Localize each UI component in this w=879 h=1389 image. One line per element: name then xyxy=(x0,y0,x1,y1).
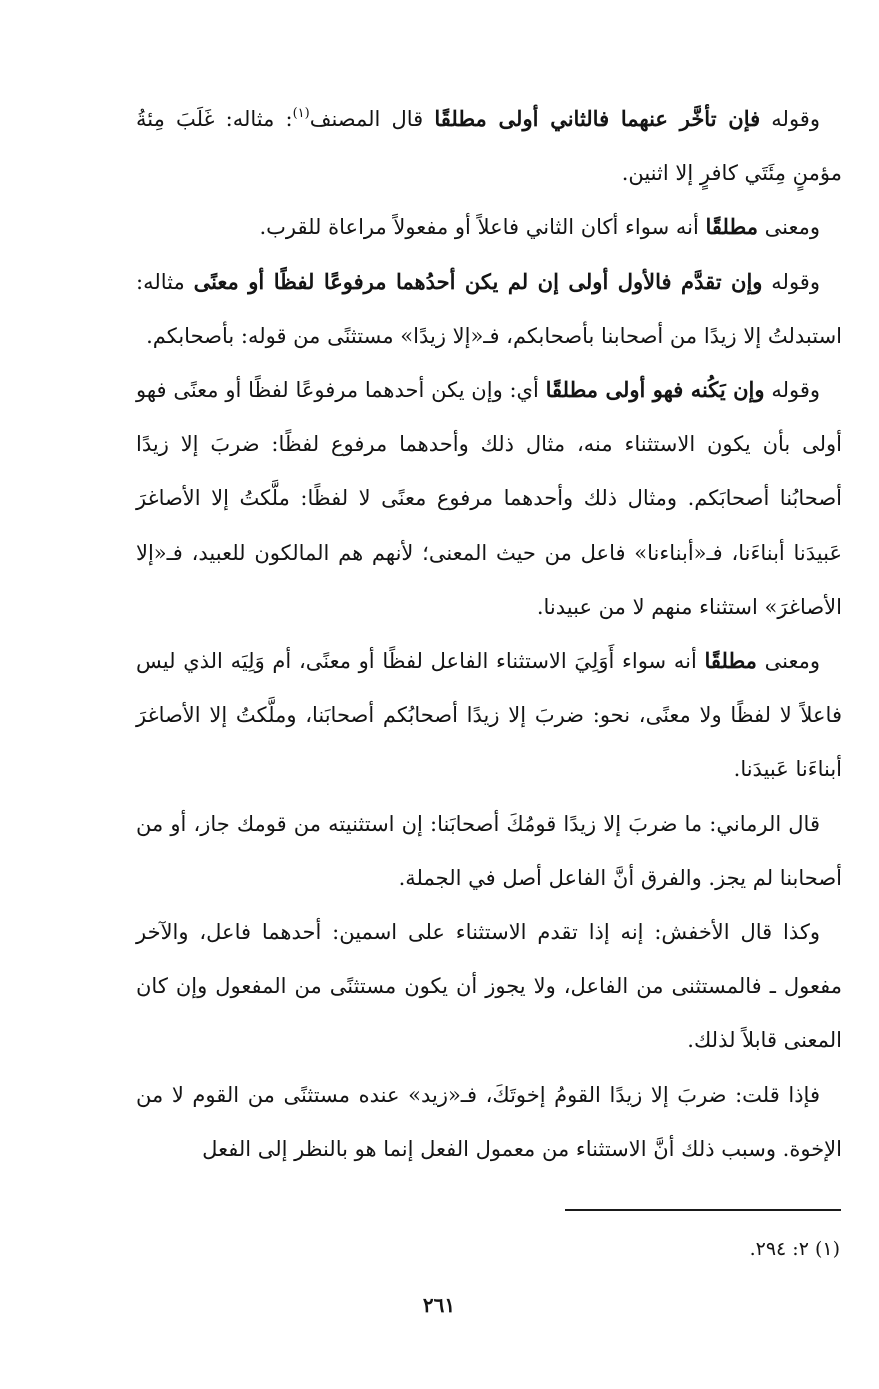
paragraph-p7 xyxy=(136,905,842,1068)
body-text: وقوله xyxy=(764,378,820,403)
quoted-text: وإن تقدَّم فالأول أولى إن لم يكن أحدُهما مرفوعًا لفظًا أو معنًى xyxy=(193,268,763,294)
body-text: أي: وإن يكن أحدهما مرفوعًا لفظًا أو معنًى فهو أولى بأن يكون الاستثناء منه، مثال ذلك وأحدهما مرفوع لفظًا: ضربَ إلا زيدًا أصحابُنا أصحابَكم. ومثال ذلك وأحدهما مرفوع معنًى لا لفظًا: ملَّكتُ إلا الأصاغرَ عَبيدَنا أبناءَنا، فـ«أبناءنا» فاعل من حيث المعنى؛ لأنهم هم المالكون للعبيد، فـ«إلا الأصاغرَ» استثناء منهم لا من عبيدنا. xyxy=(136,378,842,619)
quoted-text: فإن تأخَّر عنهما فالثاني أولى مطلقًا xyxy=(434,106,761,131)
paragraph-p5 xyxy=(136,634,842,797)
body-text: ومعنى xyxy=(756,649,820,674)
body-text: وكذا قال الأخفش: إنه إذا تقدم الاستثناء على اسمين: أحدهما فاعل، والآخر مفعول ـ فالمستثنى من الفاعل، ولا يجوز أن يكون مستثنًى من المفعول وإن كان المعنى قابلاً لذلك. xyxy=(136,920,842,1053)
paragraph-p4 xyxy=(136,363,842,634)
quoted-text: مطلقًا xyxy=(704,648,757,674)
body-text: قال الرماني: ما ضربَ إلا زيدًا قومُكَ أصحابَنا: إن استثنيته من قومك جاز، أو من أصحابنا لم يجز. والفرق أنَّ الفاعل أصل في الجملة. xyxy=(136,811,842,890)
body-text: : مثاله: غَلَبَ مِئةُ مؤمنٍ مِئَتَي كافرٍ إلا اثنين. xyxy=(136,107,842,186)
main-text xyxy=(136,92,842,1176)
body-text: قال المصنف xyxy=(309,107,435,131)
body-text: فإذا قلت: ضربَ إلا زيدًا القومُ إخوتَكَ، فـ«زيد» عنده مستثنًى من القوم لا من الإخوة. وسبب ذلك أنَّ الاستثناء من معمول الفعل إنما هو بالنظر إلى الفعل xyxy=(136,1082,842,1161)
body-text: ومعنى xyxy=(757,215,820,240)
body-text: وقوله xyxy=(762,269,820,294)
quoted-text: مطلقًا xyxy=(705,214,758,240)
paragraph-p2 xyxy=(136,200,842,254)
footnote-separator xyxy=(565,1209,841,1211)
paragraph-p1 xyxy=(136,92,842,200)
paragraph-p8 xyxy=(136,1068,842,1176)
paragraph-p6 xyxy=(136,797,842,905)
footnote-marker: (١) xyxy=(292,106,310,121)
body-text: أنه سواء أكان الثاني فاعلاً أو مفعولاً مراعاة للقرب. xyxy=(259,215,706,240)
quoted-text: وإن يَكُنه فهو أولى مطلقًا xyxy=(545,377,765,403)
body-text: أنه سواء أَوَلِيَ الاستثناء الفاعل لفظًا أو معنًى، أم وَلِيَه الذي ليس فاعلاً لا لفظًا ولا معنًى، نحو: ضربَ إلا زيدًا أصحابُكم أصحابَنا، وملَّكتُ إلا الأصاغرَ أبناءَنا عَبيدَنا. xyxy=(136,649,842,782)
footnote: (١) ٢: ٢٩٤. xyxy=(749,1238,840,1260)
paragraph-p3 xyxy=(136,255,842,363)
body-text: وقوله xyxy=(760,107,820,131)
page-number: ٢٦١ xyxy=(422,1293,456,1317)
body-text: مثاله: استبدلتُ إلا زيدًا من أصحابنا بأصحابكم، فـ«إلا زيدًا» مستثنًى من قوله: بأصحابكم. xyxy=(136,269,842,348)
